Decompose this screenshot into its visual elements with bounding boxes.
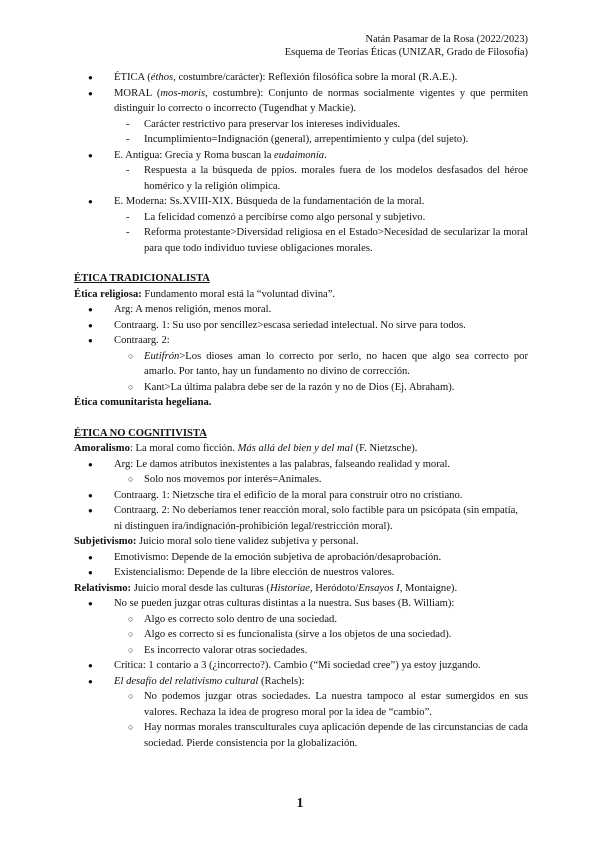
header-subject: Esquema de Teorías Éticas (UNIZAR, Grado de Filosofía): [284, 47, 528, 58]
page-header: [285, 33, 528, 59]
paragraph-subjetivismo: Subjetivismo: Juicio moral solo tiene validez subjetiva y personal.: [74, 536, 359, 547]
header-author: Natán Pasamar de la Rosa (2022/2023): [365, 34, 528, 45]
sub-item: ○ Solo nos movemos por interés=Animales.: [74, 472, 528, 488]
list-item-antigua: ● E. Antigua: Grecia y Roma buscan la eudaimonía.: [74, 148, 528, 164]
list-item: ● Emotivismo: Depende de la emoción subjetiva de aprobación/desaprobación.: [74, 550, 528, 566]
list-item: ● No se pueden juzgar otras culturas distintas a la nuestra. Sus bases (B. William):: [74, 596, 528, 612]
sub-item: ○ Hay normas morales transculturales cuya aplicación depende de las circunstancias de cada sociedad. Pierde consistencia por la globalización.: [74, 720, 528, 751]
sub-item: - Incumplimiento=Indignación (general), arrepentimiento y culpa (del sujeto).: [74, 132, 528, 148]
sub-item: - Reforma protestante>Diversidad religiosa en el Estado>Necesidad de secularizar la moral para que todo individuo tuviese obligaciones morales.: [74, 225, 528, 256]
list-item-moral: ● MORAL (mos-moris, costumbre): Conjunto de normas socialmente vigentes y que permiten distinguir lo correcto o incorrecto (Tugendhat y Mackie).: [74, 86, 528, 117]
sub-item-eutifron: ○ Eutifrón>Los dioses aman lo correcto por serlo, no hacen que algo sea correcto por amarlo. Por tanto, hay un fundamento no divino de corrección.: [74, 349, 528, 380]
section-heading-nocognitivista: ÉTICA NO COGNITIVISTA: [74, 427, 207, 439]
list-item: ● Contraarg. 2: No deberíamos tener reacción moral, solo factible para un psicópata (sin empatía, ni distinguen ira/indignación-prohibición legal/restricción moral).: [74, 503, 528, 534]
list-item-rachels: ● El desafío del relativismo cultural (Rachels):: [74, 674, 528, 690]
sub-item: ○ Kant>La última palabra debe ser de la razón y no de Dios (Ej. Abraham).: [74, 380, 528, 396]
list-item-moderna: ● E. Moderna: Ss.XVIII-XIX. Búsqueda de la fundamentación de la moral.: [74, 194, 528, 210]
section-heading-tradicionalista: ÉTICA TRADICIONALISTA: [74, 273, 210, 284]
list-item: ● Contraarg. 1: Nietzsche tira el edificio de la moral para construir otro no cristiano.: [74, 488, 528, 504]
list-item: ● Arg: Le damos atributos inexistentes a las palabras, falseando realidad y moral.: [74, 457, 528, 473]
list-item: ● Crítica: 1 contario a 3 (¿incorrecto?). Cambio (“Mi sociedad cree”) ya estoy juzgando.: [74, 658, 528, 674]
list-item-etica: ● ÉTICA (éthos, costumbre/carácter): Reflexión filosófica sobre la moral (R.A.E.).: [74, 70, 528, 86]
paragraph-comunitarista: Ética comunitarista hegeliana.: [74, 397, 212, 408]
list-item: ● Contraarg. 1: Su uso por sencillez>escasa seriedad intelectual. No sirve para todos.: [74, 318, 528, 334]
sub-item: - Carácter restrictivo para preservar los intereses individuales.: [74, 117, 528, 133]
paragraph-relativismo: Relativismo: Juicio moral desde las culturas (Historiae, Heródoto/Ensayos I, Montaigne).: [74, 582, 458, 594]
document-body: [74, 70, 528, 751]
sub-item: ○ No podemos juzgar otras sociedades. La nuestra tampoco al estar sumergidos en sus valores. Rechaza la idea de progreso moral por la idea de “cambio”.: [74, 689, 528, 720]
list-item: ● Contraarg. 2:: [74, 333, 528, 349]
page-number: 1: [296, 796, 304, 811]
list-item: ● Existencialismo: Depende de la libre elección de nuestros valores.: [74, 565, 528, 581]
sub-item: ○ Es incorrecto valorar otras sociedades.: [74, 643, 528, 659]
paragraph-religiosa: Ética religiosa: Fundamento moral está la “voluntad divina”.: [74, 288, 336, 300]
paragraph-amoralismo: Amoralismo: La moral como ficción. Más allá del bien y del mal (F. Nietzsche).: [74, 443, 418, 454]
sub-item: ○ Algo es correcto si es funcionalista (sirve a los objetos de una sociedad).: [74, 627, 528, 643]
sub-item: - La felicidad comenzó a percibirse como algo personal y subjetivo.: [74, 210, 528, 226]
sub-item: ○ Algo es correcto solo dentro de una sociedad.: [74, 612, 528, 628]
list-item: ● Arg: A menos religión, menos moral.: [74, 302, 528, 318]
sub-item: - Respuesta a la búsqueda de ppios. morales fuera de los modelos desfasados del héroe homérico y la religión olímpica.: [74, 163, 528, 194]
